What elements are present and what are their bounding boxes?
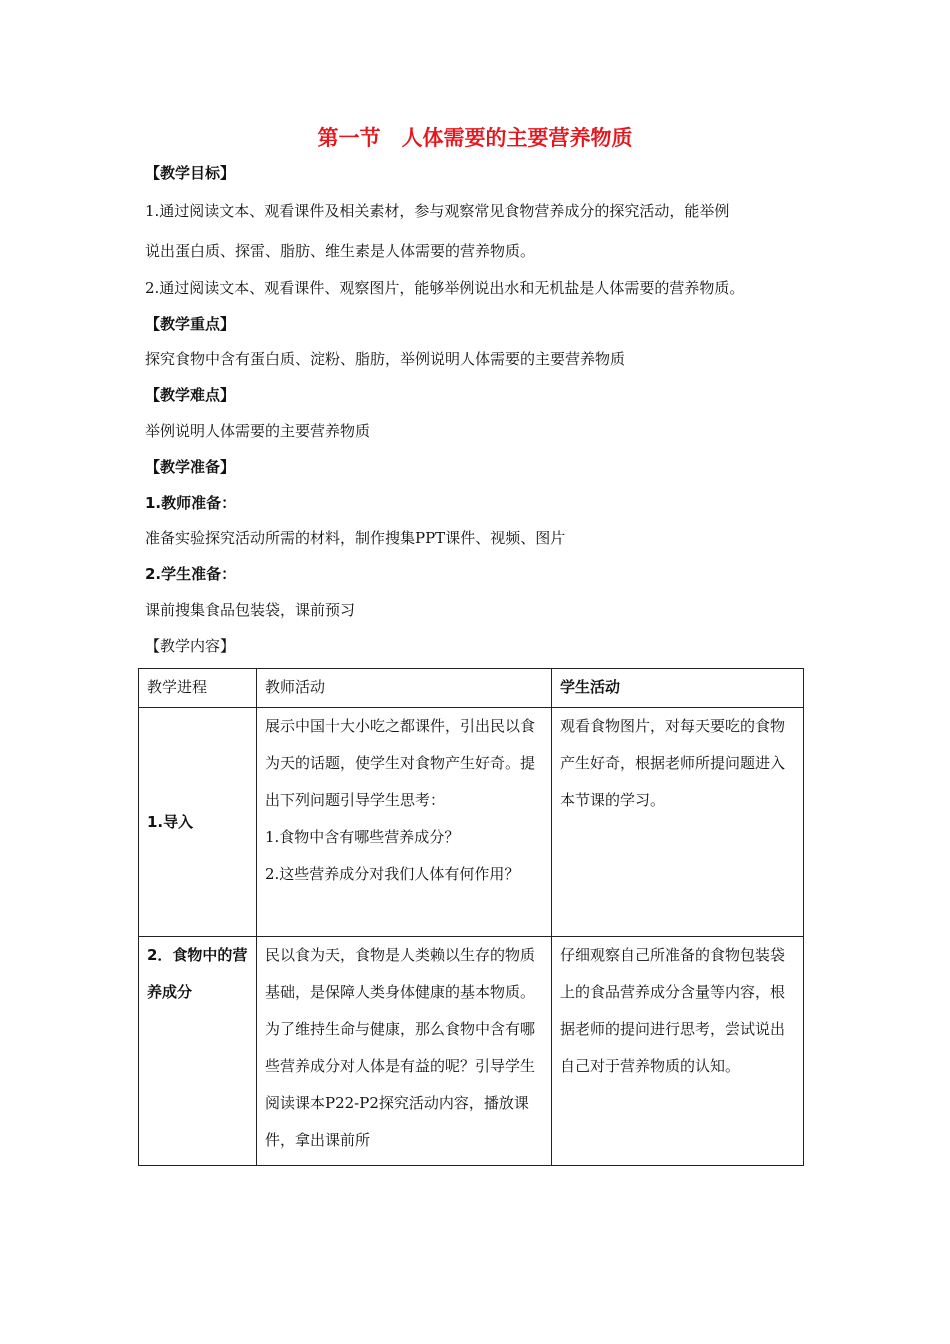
objective-1-line1: 1.通过阅读文本、观看课件及相关素材，参与观察常见食物营养成分的探究活动，能举例 (145, 202, 730, 220)
student-cell: 观看食物图片，对每天要吃的食物产生好奇，根据老师所提问题进入本节课的学习。 (552, 708, 804, 937)
stage-cell: 2．食物中的营养成分 (139, 937, 257, 1166)
student-cell: 仔细观察自己所准备的食物包装袋上的食品营养成分含量等内容，根据老师的提问进行思考，尝试说出自己对于营养物质的认知。 (552, 937, 804, 1166)
objective-2: 2.通过阅读文本、观看课件、观察图片，能够举例说出水和无机盐是人体需要的营养物质。 (145, 279, 745, 297)
page-title: 第一节 人体需要的主要营养物质 (317, 126, 633, 150)
prep-heading: 【教学准备】 (145, 458, 236, 476)
content-heading: 【教学内容】 (145, 637, 236, 655)
header-teacher: 教师活动 (257, 669, 552, 708)
keypoint-heading: 【教学重点】 (145, 315, 236, 333)
table-row (139, 708, 804, 937)
table-row (139, 937, 804, 1166)
teacher-cell (257, 937, 552, 1166)
table-header-row (139, 669, 804, 708)
objectives-heading: 【教学目标】 (145, 164, 236, 182)
teacher-prep-text: 准备实验探究活动所需的材料，制作搜集PPT课件、视频、图片 (145, 529, 566, 547)
teacher-paragraph: 民以食为天，食物是人类赖以生存的物质基础，是保障人类身体健康的基本物质。为了维持生命与健康，那么食物中含有哪些营养成分对人体是有益的呢？引导学生阅读课本P22-P2探究活动内容，播放课件，拿出课前所 (265, 946, 536, 1149)
teacher-paragraph: 展示中国十大小吃之都课件，引出民以食为天的话题，使学生对食物产生好奇。提出下列问题引导学生思考： (265, 717, 536, 809)
keypoint-text: 探究食物中含有蛋白质、淀粉、脂肪，举例说明人体需要的主要营养物质 (145, 350, 626, 368)
header-stage: 教学进程 (139, 669, 257, 708)
lesson-table (138, 668, 804, 1166)
objective-1-line2: 说出蛋白质、探雷、脂肪、维生素是人体需要的营养物质。 (145, 242, 536, 260)
header-student: 学生活动 (552, 669, 804, 708)
difficulty-heading: 【教学难点】 (145, 386, 236, 404)
teacher-prep-heading: 1.教师准备： (145, 494, 237, 512)
teacher-question-1: 1.食物中含有哪些营养成分？ (265, 828, 460, 846)
stage-cell: 1.导入 (139, 708, 257, 937)
teacher-question-2: 2.这些营养成分对我们人体有何作用？ (265, 865, 520, 883)
teacher-cell (257, 708, 552, 937)
student-prep-text: 课前搜集食品包装袋，课前预习 (145, 601, 356, 619)
student-prep-heading: 2.学生准备： (145, 565, 237, 583)
difficulty-text: 举例说明人体需要的主要营养物质 (145, 422, 371, 440)
